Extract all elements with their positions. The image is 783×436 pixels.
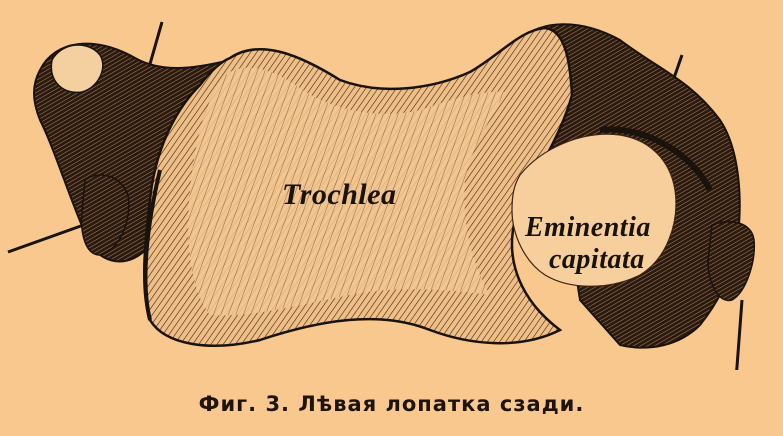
pin-bottom-right xyxy=(736,300,742,370)
label-trochlea: Trochlea xyxy=(282,178,397,211)
left-process-tip xyxy=(51,45,102,92)
figure-caption: Фиг. 3. Лѣвая лопатка сзади. xyxy=(198,392,585,416)
label-eminentia: Eminentia xyxy=(525,212,651,243)
pin-left xyxy=(8,222,92,252)
label-capitata: capitata xyxy=(549,244,645,275)
right-knob xyxy=(708,222,754,301)
